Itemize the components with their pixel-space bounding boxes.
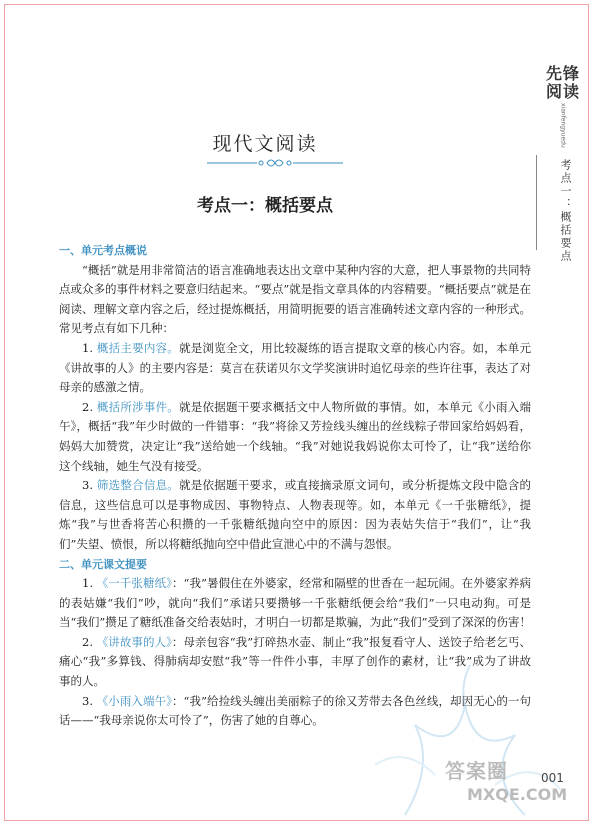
item-text: ：“我”给捡线头缠出美丽粽子的徐又芳带去各色丝线，却因无心的一句话——“我母亲说你太可怜了”，伤害了她的自尊心。 [59,693,531,728]
list-item [59,339,531,398]
item-number: 3. [82,478,97,493]
section-title: 考点一：概括要点 [197,196,333,216]
watermark-text: 答案圈 [445,759,508,783]
item-label: 概括所涉事件。 [96,399,180,414]
item-number: 2. [82,399,97,414]
document-page [4,4,589,821]
ornament-divider-icon [205,156,345,170]
brand-logo: 先锋阅读 [545,64,580,101]
item-number: 2. [82,634,97,649]
side-brand [545,65,581,152]
item-text: 就是依据题干要求，或直接摘录原文词句，或分析提炼文段中隐含的信息，这些信息可以是事物成因、事物特点、人物表现等。如，本单元《一千张糖纸》，提炼“我”与世香将苦心积攒的一千张糖纸抛向空中的原因：因为表姑失信于“我们”，让“我们”失望、愤恨，所以将糖纸抛向空中借此宣泄心中的不满与怨恨。 [59,478,532,551]
list-item [59,398,531,476]
brand-pinyin: xianfengyuedu [559,103,567,148]
item-number: 1. [82,576,97,591]
item-text: ：“我”暑假住在外婆家，经常和隔壁的世香在一起玩闹。在外婆家养病的表姑嫌“我们”吵，就向“我们”承诺只要攒够一千张糖纸便会给“我们”一只电动狗。可是当“我们”攒足了糖纸准备交给表姑时，才明白一切都是欺骗，为此“我们”受到了深深的伤害！ [59,576,532,630]
item-label: 《一千张糖纸》 [96,576,172,591]
side-section-label: 考点一：概括要点 [559,159,572,263]
item-label: 筛选整合信息。 [96,478,180,493]
item-number: 1. [82,340,97,355]
side-divider [536,155,537,250]
item-text: ：母亲包容“我”打碎热水壶、制止“我”报复看守人、送饺子给老乞丐、痛心“我”多算钱、得肺病却安慰“我”等一件件小事，丰厚了创作的素材，让“我”成为了讲故事的人。 [59,634,531,689]
paragraph-intro: “概括”就是用非常简洁的语言准确地表达出文章中某种内容的大意，把人事景物的共同特点或众多的事件材料之要意归结起来。“要点”就是指文章具体的内容精要。“概括要点”就是在阅读、理解文章内容之后，经过提炼概括，用简明扼要的语言准确转述文章内容的一种形式。常见考点有如下几种： [59,262,532,336]
watermark-url: MXQE.COM [467,785,568,804]
item-text: 就是依据题干要求概括文中人物所做的事情。如，本单元《小雨入端午》，概括“我”年少时做的一件错事：“我”将徐又芳捡线头缠出的丝线粽子带回家给妈妈看，妈妈大加赞赏，决定让“我”送给她一个线轴。“我”对她说我妈说你太可怜了，让“我”送给你这个线轴，她生气没有接受。 [59,399,532,473]
page-number: 001 [541,771,564,785]
item-label: 《小雨入端午》 [96,693,172,708]
section-heading-2: 二、单元课文提要 [59,557,147,571]
list-item [59,574,531,633]
item-label: 概括主要内容。 [96,340,180,355]
section-heading-1: 一、单元考点概说 [59,244,147,257]
item-text: 就是浏览全文，用比较凝练的语言提取文章的核心内容。如，本单元《讲故事的人》的主要内容是：莫言在获诺贝尔文学奖演讲时追忆母亲的些许往事，表达了对母亲的感激之情。 [59,340,532,395]
page-title: 现代文阅读 [212,133,318,155]
list-item [59,476,531,554]
item-number: 3. [82,693,97,708]
item-label: 《讲故事的人》 [96,634,172,649]
